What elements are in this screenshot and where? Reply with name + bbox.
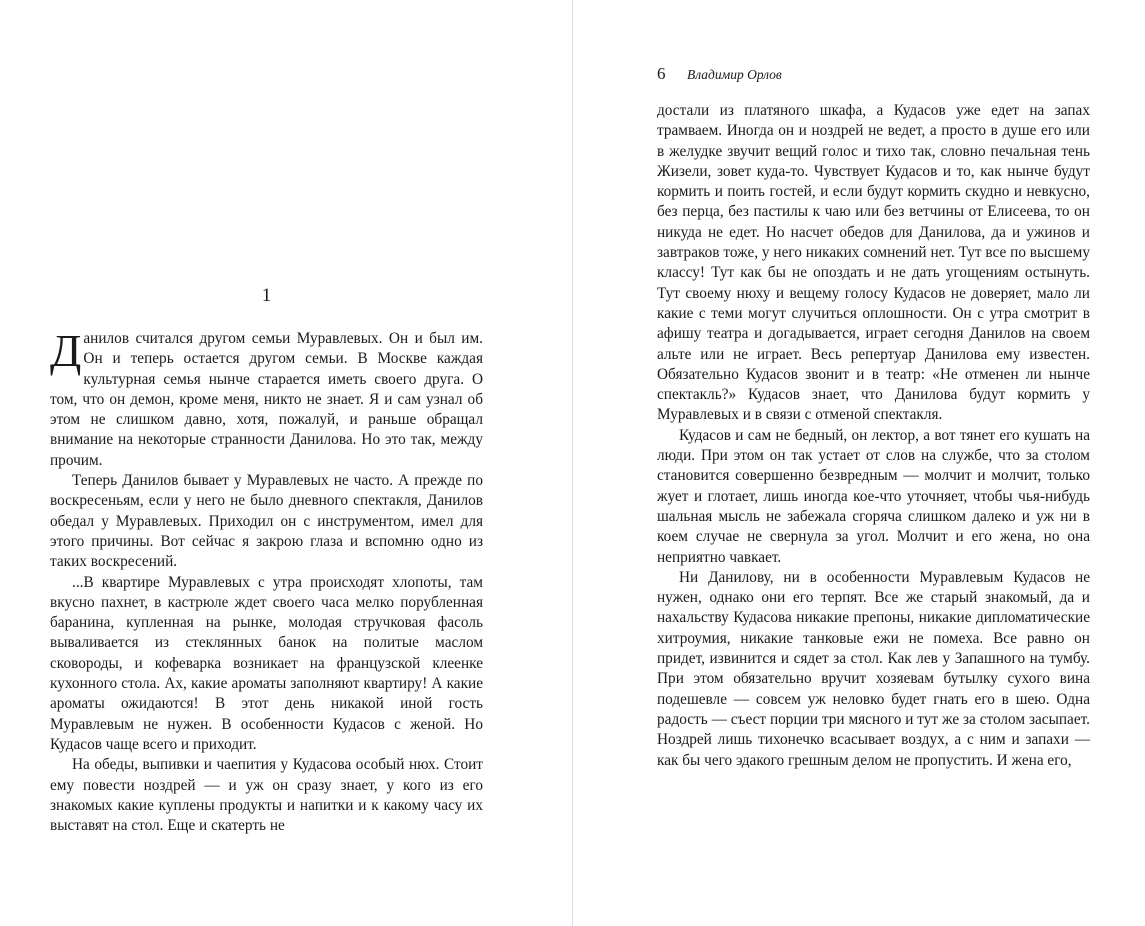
right-page (573, 0, 1145, 926)
paragraph: Данилов считался другом семьи Муравлевых. Он и был им. Он и теперь остается другом семьи. В Москве каждая культурная семья нынче старается иметь своего друга. О том, что он демон, кроме меня, никто не знает. Я и сам узнал об этом не слишком давно, хотя, пожалуй, и раньше обращал внимание на некоторые странности Данилова. Но это так, между прочим. (50, 325, 483, 469)
paragraph: На обеды, выпивки и чаепития у Кудасова особый нюх. Стоит ему повести ноздрей — и уж он сразу знает, у кого из его знакомых какие куплены продукты и напитки и к какому часу их выставят на стол. Еще и скатерть не (50, 756, 483, 835)
paragraph: Ни Данилову, ни в особенности Муравлевым Кудасов не нужен, однако они его терпят. Все же старый знакомый, да и нахальству Кудасова никакие препоны, никакие дипломатические хитроумия, никакие танковые ежи не помеха. Все равно он придет, извинится и сядет за стол. Как лев у Запашного на тумбу. При этом обязательно вручит хозяевам бутылку сухого вина подешевле — совсем уж неловко будет гнать его в шею. Одна радость — съест порции три мясного и тут же за столом засыпает. Ноздрей лишь тихонечко всасывает воздух, а с ним и запахи — как бы чего эдакого грешным делом не пропустить. И жена его, (657, 568, 1090, 769)
drop-cap: Д (50, 325, 82, 376)
running-header (657, 64, 782, 84)
paragraph: Теперь Данилов бывает у Муравлевых не часто. А прежде по воскресеньям, если у него не было дневного спектакля, Данилов обедал у Муравлевых. Приходил он с инструментом, имел для этого причины. Вот сейчас я закрою глаза и вспомню одно из таких воскресений. (50, 472, 483, 571)
left-page (0, 0, 572, 926)
left-page-text (50, 325, 483, 836)
right-page-text (657, 101, 1090, 771)
page-number: 6 (657, 64, 666, 83)
paragraph: ...В квартире Муравлевых с утра происходят хлопоты, там вкусно пахнет, в кастрюле ждет своего часа мелко порубленная баранина, купленная на рынке, молодая стручковая фасоль вываливается из стеклянных банок на политые маслом сковороды, и кофеварка возникает на французской клеенке кухонного стола. Ах, какие ароматы заполняют квартиру! А какие ароматы ожидаются! В этот день никакой иной гость Муравлевым не нужен. В особенности Кудасов с женой. Но Кудасов чаще всего и приходит. (50, 573, 483, 753)
paragraph: Кудасов и сам не бедный, он лектор, а вот тянет его кушать на люди. При этом он так устает от слов на службе, что за столом становится совершенно безвредным — молчит и молчит, только жует и глотает, лишь иногда кое-что уточняет, чтобы чья-нибудь шальная мысль не забежала сгоряча слишком далеко и уж ни в коем случае не свернула за угол. Молчит и его жена, но она неприятно чавкает. (657, 426, 1090, 566)
paragraph: достали из платяного шкафа, а Кудасов уже едет на запах трамваем. Иногда он и ноздрей не ведет, а просто в душе его или в желудке звучит вещий голос и тихо так, словно печальная тень Жизели, зовет куда-то. Чувствует Кудасов и то, как нынче будут кормить и поить гостей, и если будут кормить скудно и невкусно, без перца, без пастилы к чаю или без ветчины от Елисеева, то он никуда не едет. Но насчет обедов для Данилова, да и ужинов и завтраков тоже, у него никаких сомнений нет. Тут все по высшему классу! Тут как бы не опоздать и не дать угощениям остынуть. Тут своему нюху и вещему голосу Кудасов не доверяет, мало ли какие с теми могут случиться оплошности. Он с утра смотрит в афишу театра и догадывается, играет сегодня Данилов на своем альте или не играет. Весь репертуар Данилова ему известен. Обязательно Кудасов звонит и в театр: «Не отменен ли нынче спектакль?» Кудасов знает, что Данилова будут кормить у Муравлевых и в связи с отменой спектакля. (657, 102, 1090, 424)
chapter-number: 1 (261, 285, 272, 306)
running-head-author: Владимир Орлов (687, 67, 782, 82)
